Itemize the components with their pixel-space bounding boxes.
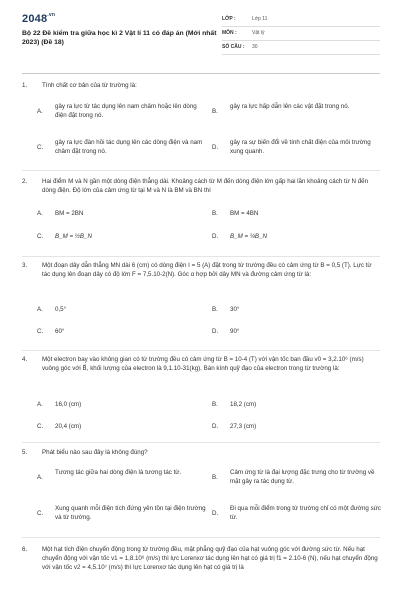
header-divider <box>22 73 380 74</box>
option-text: 60° <box>55 328 65 335</box>
option-letter: B. <box>212 306 218 313</box>
option-text: Đi qua mỗi điểm trong từ trường chỉ có một đường sức từ. <box>230 505 381 521</box>
option-d[interactable] <box>212 505 380 527</box>
meta-value: Vật lý <box>252 29 265 36</box>
question-text: Một hạt tích điện chuyển động trong từ trường đều, mặt phẳng quỹ đạo của hạt vuông góc với đường sức từ. Nếu hạt chuyển động với vận tốc v1 = 1,8.10⁶ (m/s) thì lực Lorenxơ tác dụng lên hạt có giá trị f1 = 2.10-6 (N), nếu hạt chuyển động với vận tốc v2 = 4,5.10⁷ (m/s) thì lực Lorenxơ tác dụng lên hạt có giá trị là <box>42 546 378 571</box>
question-divider <box>22 537 380 538</box>
option-text: gây ra lực hấp dẫn lên các vật đặt trong nó. <box>230 103 350 110</box>
question-3 <box>22 262 380 356</box>
question-text: Một đoạn dây dẫn thẳng MN dài 6 (cm) có dòng điện I = 5 (A) đặt trong từ trường đều có cảm ứng từ B = 0,5 (T). Lực từ tác dụng lên đoạn dây có độ lớn F = 7,5.10-2(N). Góc α hợp bởi dây MN và đường cảm ứng từ là: <box>42 262 372 278</box>
option-text: gây ra lực đàn hồi tác dụng lên các dòng điện và nam châm đặt trong nó. <box>55 139 203 155</box>
option-d[interactable] <box>212 233 380 243</box>
option-letter: A. <box>37 401 43 408</box>
site-logo[interactable] <box>22 12 55 28</box>
option-text: Cảm ứng từ là đại lượng đặc trưng cho từ trường về mặt gây ra tác dụng từ. <box>230 469 375 485</box>
option-letter: C. <box>37 423 44 430</box>
document-title: Bộ 22 Đề kiểm tra giữa học kì 2 Vật lí 11 có đáp án (Mới nhất 2023) (Đề 18) <box>22 30 217 47</box>
option-a[interactable] <box>37 103 212 125</box>
question-text: Phát biểu nào sau đây là không đúng? <box>42 449 148 456</box>
option-a[interactable] <box>37 401 212 411</box>
option-b[interactable] <box>212 210 380 220</box>
question-divider <box>22 256 380 257</box>
option-letter: A. <box>37 306 43 313</box>
option-text: 20,4 (cm) <box>55 423 82 430</box>
option-text: 90° <box>230 328 240 335</box>
option-text: 27,3 (cm) <box>230 423 257 430</box>
question-text: Hai điểm M và N gần một dòng điện thẳng dài. Khoảng cách từ M đến dòng điện lớn gấp hai lần khoảng cách từ N đến dòng điện. Độ lớn của cảm ứng từ tại M và N là BM và BN thì <box>42 178 369 194</box>
option-d[interactable] <box>212 423 380 433</box>
question-number: 4. <box>22 356 28 363</box>
option-letter: B. <box>212 108 218 115</box>
question-number: 5. <box>22 449 28 456</box>
option-text: 0,5° <box>55 306 67 313</box>
option-letter: D. <box>212 144 219 151</box>
option-b[interactable] <box>212 469 380 491</box>
option-letter: D. <box>212 328 219 335</box>
question-text: Một electron bay vào không gian có từ trường đều có cảm ứng từ B = 10-4 (T) với vận tốc ban đầu v0 = 3,2.10⁶ (m/s) vuông góc với B⃗, khối lượng của electron là 9,1.10-31(kg). Bán kính quỹ đạo của electron trong từ trường là: <box>42 356 364 372</box>
meta-row-subject <box>222 27 380 41</box>
question-divider <box>22 350 380 351</box>
meta-row-count <box>222 41 380 55</box>
option-text: 30° <box>230 306 240 313</box>
option-a[interactable] <box>37 306 212 316</box>
meta-key: MÔN : <box>222 29 237 36</box>
meta-value: Lớp 11 <box>252 15 268 22</box>
question-number: 2. <box>22 178 28 185</box>
option-text: B_M = ¼B_N <box>230 233 267 240</box>
option-a[interactable] <box>37 469 212 491</box>
option-letter: B. <box>212 401 218 408</box>
option-text: B_M = ½B_N <box>55 233 92 240</box>
question-number: 3. <box>22 262 28 269</box>
option-text: gây ra sự biến đổi về tính chất điện của môi trường xung quanh. <box>230 139 371 155</box>
option-letter: A. <box>37 108 43 115</box>
option-text: BM = 4BN <box>230 210 259 217</box>
logo-text: 2048 <box>22 13 48 25</box>
option-text: 18,2 (cm) <box>230 401 257 408</box>
option-letter: D. <box>212 233 219 240</box>
logo-suffix: .vn <box>47 12 56 18</box>
option-letter: C. <box>37 328 44 335</box>
option-text: 16,0 (cm) <box>55 401 82 408</box>
option-c[interactable] <box>37 139 212 161</box>
option-letter: A. <box>37 474 43 481</box>
option-b[interactable] <box>212 401 380 411</box>
option-letter: B. <box>212 474 218 481</box>
option-b[interactable] <box>212 103 380 125</box>
option-c[interactable] <box>37 505 212 527</box>
option-letter: C. <box>37 144 44 151</box>
question-divider <box>22 442 380 443</box>
question-2 <box>22 178 380 258</box>
question-number: 6. <box>22 546 28 553</box>
option-d[interactable] <box>212 139 380 161</box>
option-letter: D. <box>212 423 219 430</box>
question-number: 1. <box>22 82 28 89</box>
meta-key: SỐ CÂU : <box>222 43 245 50</box>
option-a[interactable] <box>37 210 212 220</box>
meta-row-class <box>222 13 380 27</box>
question-1 <box>22 82 380 172</box>
option-text: BM = 2BN <box>55 210 84 217</box>
option-text: Tương tác giữa hai dòng điện là tương tác từ. <box>55 469 182 476</box>
question-4 <box>22 356 380 442</box>
option-c[interactable] <box>37 233 212 243</box>
option-c[interactable] <box>37 328 212 338</box>
question-divider <box>22 170 380 171</box>
document-meta <box>222 13 380 55</box>
option-c[interactable] <box>37 423 212 433</box>
option-b[interactable] <box>212 306 380 316</box>
meta-value: 30 <box>252 43 258 50</box>
question-5 <box>22 449 380 535</box>
option-letter: A. <box>37 210 43 217</box>
option-letter: B. <box>212 210 218 217</box>
question-6 <box>22 546 380 598</box>
option-letter: C. <box>37 510 44 517</box>
page-header <box>0 0 400 68</box>
option-letter: C. <box>37 233 44 240</box>
option-letter: D. <box>212 510 219 517</box>
meta-key: LỚP : <box>222 15 236 22</box>
option-text: Xung quanh mỗi điện tích đứng yên tồn tại điện trường và từ trường. <box>55 505 206 521</box>
question-text: Tính chất cơ bản của từ trường là: <box>42 82 137 89</box>
option-d[interactable] <box>212 328 380 338</box>
option-text: gây ra lực từ tác dụng lên nam châm hoặc lên dòng điện đặt trong nó. <box>55 103 197 119</box>
